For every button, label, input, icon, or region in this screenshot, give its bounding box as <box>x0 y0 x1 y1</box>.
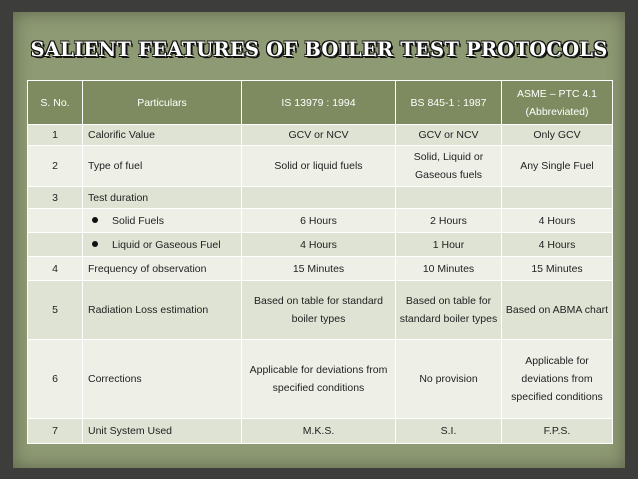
cell-particular: Type of fuel <box>83 146 242 187</box>
cell-asme: F.P.S. <box>502 419 613 444</box>
cell-bs: Solid, Liquid or Gaseous fuels <box>396 146 502 187</box>
header-asme <box>502 81 613 125</box>
cell-sno: 5 <box>28 281 83 340</box>
header-bs: BS 845-1 : 1987 <box>396 81 502 125</box>
cell-asme: Based on ABMA chart <box>502 281 613 340</box>
table-row <box>28 419 613 444</box>
header-is: IS 13979 : 1994 <box>242 81 396 125</box>
bullet-label: Liquid or Gaseous Fuel <box>112 238 221 251</box>
cell-bs: GCV or NCV <box>396 125 502 146</box>
cell-is: Based on table for standard boiler types <box>242 281 396 340</box>
cell-particular <box>83 209 242 233</box>
cell-is: M.K.S. <box>242 419 396 444</box>
slide-title: SALIENT FEATURES OF BOILER TEST PROTOCOLS <box>30 38 608 61</box>
cell-particular: Test duration <box>83 187 242 209</box>
header-sno: S. No. <box>28 81 83 125</box>
cell-is: 4 Hours <box>242 233 396 257</box>
cell-sno <box>28 233 83 257</box>
cell-particular: Frequency of observation <box>83 257 242 281</box>
cell-asme: Only GCV <box>502 125 613 146</box>
header-asme-line1: ASME – PTC 4.1 <box>517 87 597 100</box>
cell-bs: 10 Minutes <box>396 257 502 281</box>
cell-particular: Radiation Loss estimation <box>83 281 242 340</box>
cell-asme: Applicable for deviations from specified conditions <box>502 340 613 419</box>
cell-asme: 4 Hours <box>502 233 613 257</box>
cell-particular: Calorific Value <box>83 125 242 146</box>
cell-asme: Any Single Fuel <box>502 146 613 187</box>
cell-sno: 1 <box>28 125 83 146</box>
table-row <box>28 187 613 209</box>
cell-is: Applicable for deviations from specified conditions <box>242 340 396 419</box>
header-asme-line2: (Abbreviated) <box>525 105 589 118</box>
cell-asme: 15 Minutes <box>502 257 613 281</box>
cell-asme <box>502 187 613 209</box>
table-row <box>28 209 613 233</box>
cell-bs: No provision <box>396 340 502 419</box>
cell-bs: 1 Hour <box>396 233 502 257</box>
table-row <box>28 281 613 340</box>
table-row <box>28 233 613 257</box>
cell-sno: 4 <box>28 257 83 281</box>
table-row <box>28 340 613 419</box>
cell-bs: S.I. <box>396 419 502 444</box>
header-row <box>28 81 613 125</box>
cell-particular: Unit System Used <box>83 419 242 444</box>
cell-is: Solid or liquid fuels <box>242 146 396 187</box>
comparison-table <box>27 80 613 444</box>
cell-particular <box>83 233 242 257</box>
cell-sno: 6 <box>28 340 83 419</box>
cell-asme: 4 Hours <box>502 209 613 233</box>
cell-bs <box>396 187 502 209</box>
cell-particular: Corrections <box>83 340 242 419</box>
cell-sno: 2 <box>28 146 83 187</box>
bullet-icon <box>92 217 98 223</box>
table-row <box>28 125 613 146</box>
cell-sno <box>28 209 83 233</box>
header-particulars: Particulars <box>83 81 242 125</box>
cell-bs: Based on table for standard boiler types <box>396 281 502 340</box>
cell-is: 15 Minutes <box>242 257 396 281</box>
table-row <box>28 257 613 281</box>
cell-is: GCV or NCV <box>242 125 396 146</box>
cell-is: 6 Hours <box>242 209 396 233</box>
cell-sno: 7 <box>28 419 83 444</box>
cell-bs: 2 Hours <box>396 209 502 233</box>
cell-is <box>242 187 396 209</box>
bullet-label: Solid Fuels <box>112 214 164 227</box>
table-row <box>28 146 613 187</box>
cell-sno: 3 <box>28 187 83 209</box>
bullet-icon <box>92 241 98 247</box>
